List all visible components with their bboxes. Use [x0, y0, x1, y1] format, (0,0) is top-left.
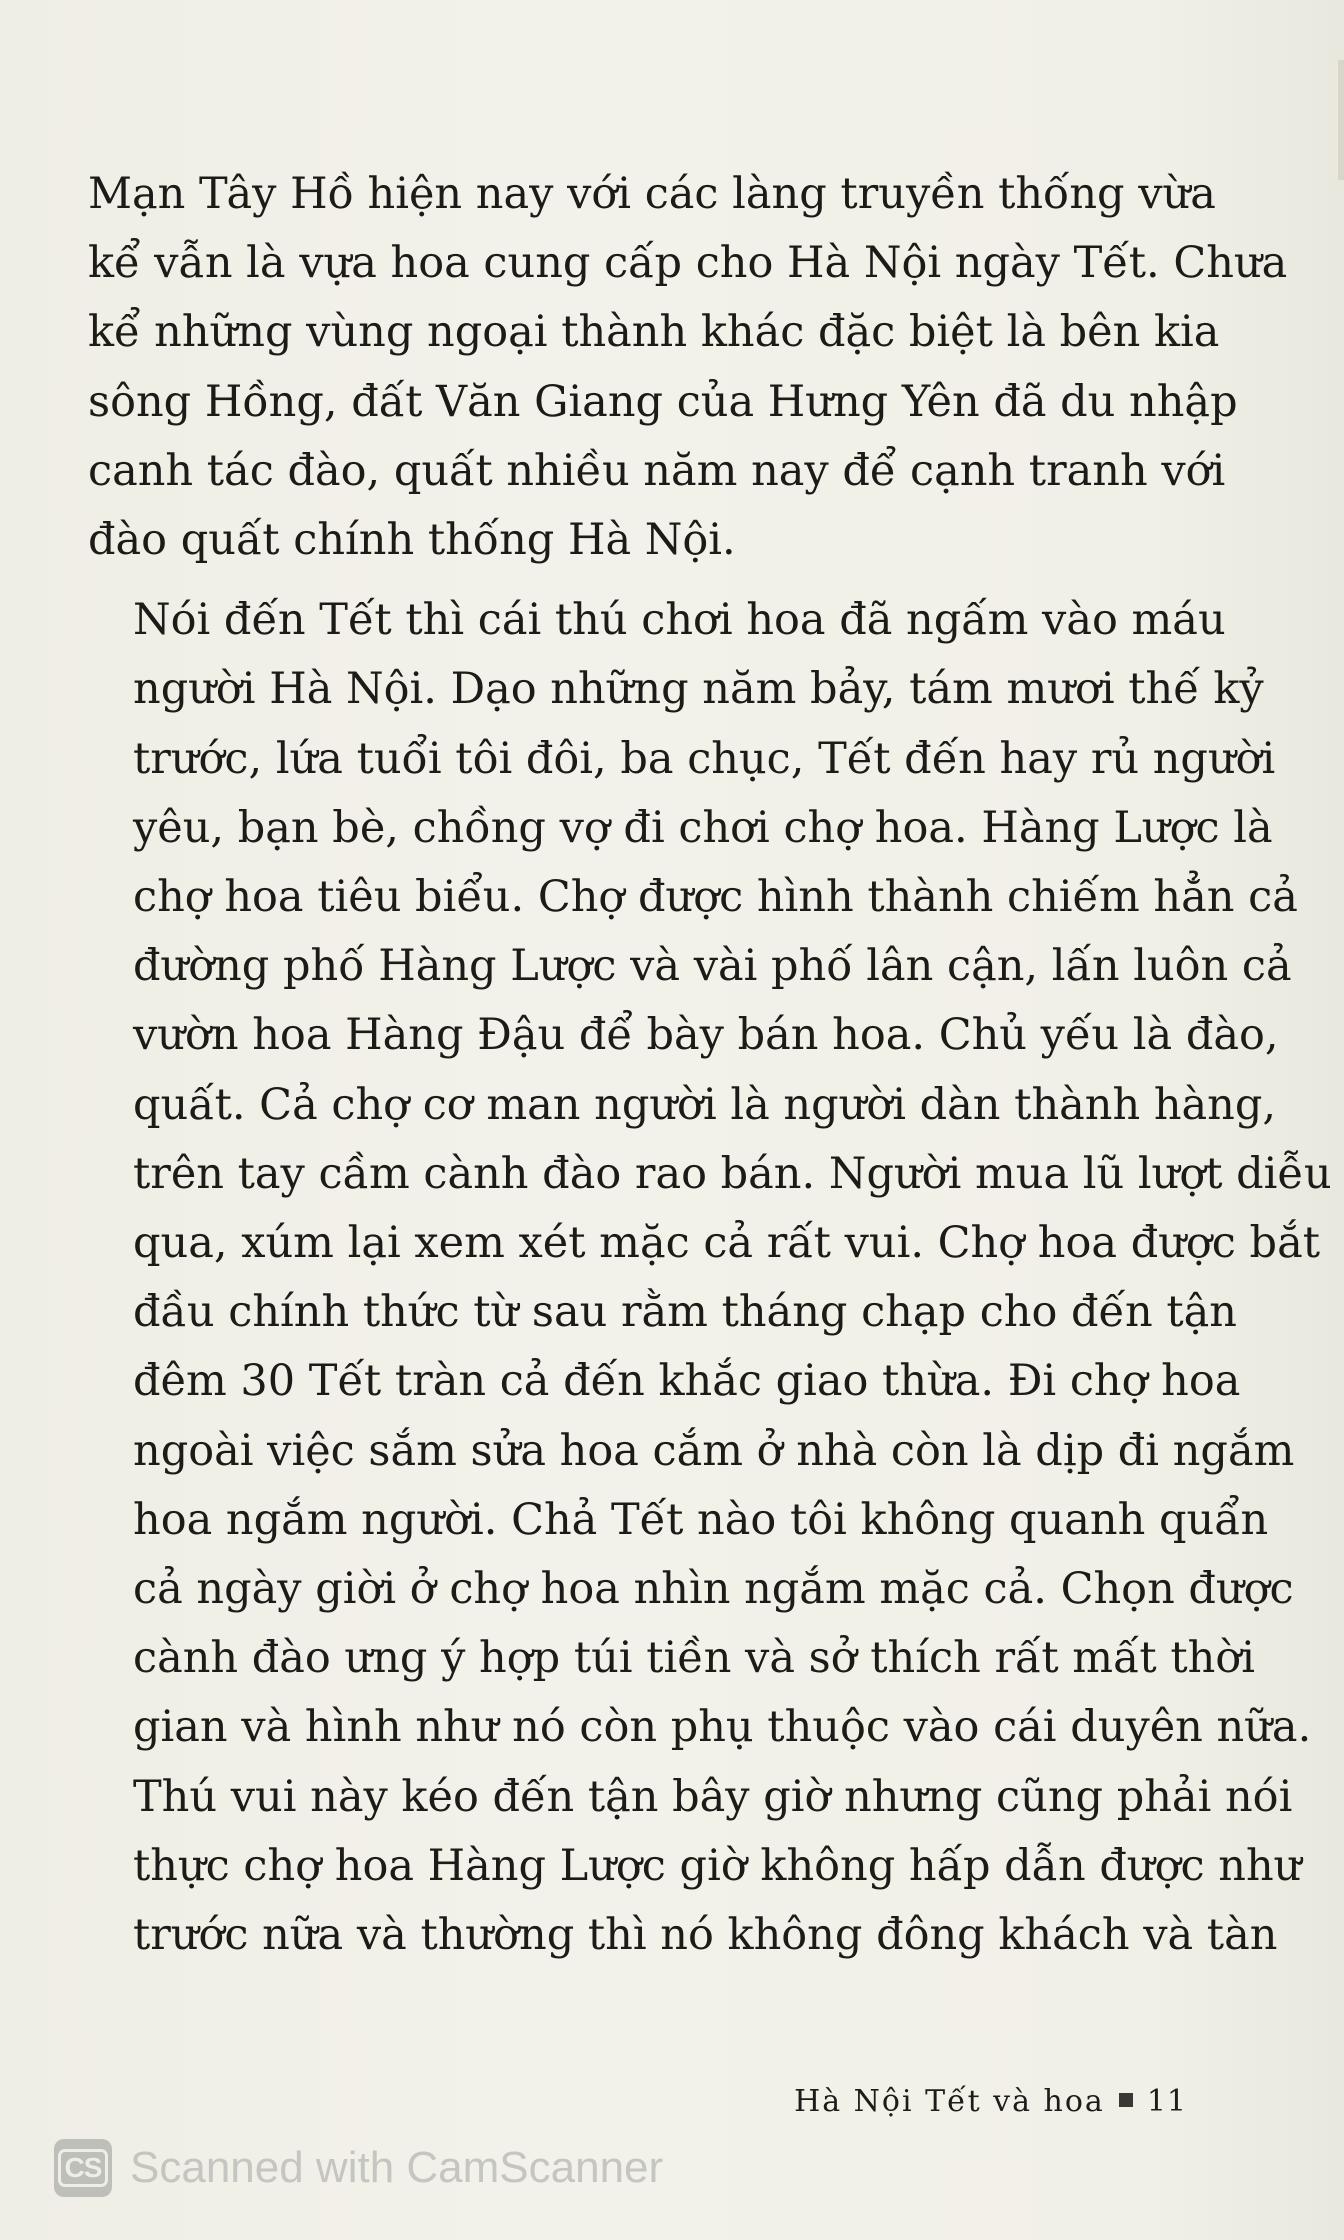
camscanner-logo-icon	[54, 2139, 112, 2197]
text-line: đường phố Hàng Lược và vài phố lân cận, lấn luôn cả	[133, 941, 1292, 992]
text-line: người Hà Nội. Dạo những năm bảy, tám mươi thế kỷ	[133, 664, 1264, 715]
text-line: cả ngày giời ở chợ hoa nhìn ngắm mặc cả. Chọn được	[133, 1564, 1294, 1615]
text-line: sông Hồng, đất Văn Giang của Hưng Yên đã du nhập	[88, 376, 1238, 427]
paragraph-1	[88, 160, 1288, 575]
page-footer	[700, 2076, 1187, 2126]
paragraph-2	[88, 586, 1332, 1970]
text-line: cành đào ưng ý hợp túi tiền và sở thích rất mất thời	[133, 1633, 1255, 1684]
text-line: trước, lứa tuổi tôi đôi, ba chục, Tết đến hay rủ người	[133, 733, 1276, 784]
text-line: Nói đến Tết thì cái thú chơi hoa đã ngấm vào máu	[133, 595, 1226, 646]
text-line: hoa ngắm người. Chả Tết nào tôi không quanh quẩn	[133, 1494, 1269, 1545]
text-line: đào quất chính thống Hà Nội.	[88, 515, 736, 566]
watermark-text: Scanned with CamScanner	[130, 2143, 664, 2192]
body-text	[88, 160, 1332, 1970]
text-line: kể những vùng ngoại thành khác đặc biệt là bên kia	[88, 307, 1220, 358]
scanner-watermark	[54, 2136, 663, 2200]
text-line: trên tay cầm cành đào rao bán. Người mua lũ lượt diễu	[133, 1148, 1332, 1199]
running-title: Hà Nội Tết và hoa	[794, 2083, 1105, 2119]
text-line: chợ hoa tiêu biểu. Chợ được hình thành chiếm hẳn cả	[133, 872, 1298, 923]
text-line: yêu, bạn bè, chồng vợ đi chơi chợ hoa. Hàng Lược là	[133, 802, 1273, 853]
text-line: Thú vui này kéo đến tận bây giờ nhưng cũng phải nói	[133, 1771, 1293, 1822]
text-line: trước nữa và thường thì nó không đông khách và tàn	[133, 1910, 1278, 1961]
text-line: canh tác đào, quất nhiều năm nay để cạnh tranh với	[88, 445, 1226, 496]
square-separator-icon	[1119, 2093, 1133, 2107]
text-line: gian và hình như nó còn phụ thuộc vào cái duyên nữa.	[133, 1702, 1312, 1753]
text-line: kể vẫn là vựa hoa cung cấp cho Hà Nội ngày Tết. Chưa	[88, 238, 1288, 289]
text-line: đêm 30 Tết tràn cả đến khắc giao thừa. Đi chợ hoa	[133, 1356, 1241, 1407]
text-line: Mạn Tây Hồ hiện nay với các làng truyền thống vừa	[88, 169, 1216, 219]
text-line: ngoài việc sắm sửa hoa cắm ở nhà còn là dịp đi ngắm	[133, 1425, 1295, 1476]
text-line: vườn hoa Hàng Đậu để bày bán hoa. Chủ yếu là đào,	[133, 1010, 1279, 1061]
text-line: thực chợ hoa Hàng Lược giờ không hấp dẫn được như	[133, 1840, 1302, 1891]
text-line: đầu chính thức từ sau rằm tháng chạp cho đến tận	[133, 1287, 1237, 1338]
logo-text: CS	[58, 2149, 109, 2188]
text-line: qua, xúm lại xem xét mặc cả rất vui. Chợ hoa được bắt	[133, 1218, 1320, 1269]
page-edge-shadow	[1338, 60, 1344, 180]
text-line: quất. Cả chợ cơ man người là người dàn thành hàng,	[133, 1079, 1277, 1130]
page-number: 11	[1146, 2083, 1187, 2119]
